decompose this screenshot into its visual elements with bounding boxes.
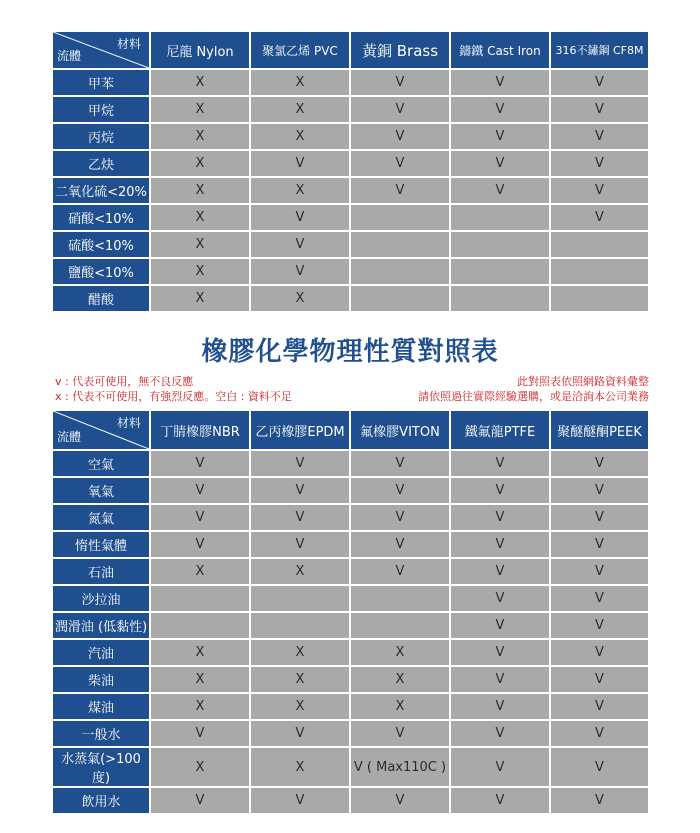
compatibility-cell: V [551, 694, 648, 719]
compatibility-cell: X [351, 640, 449, 665]
disclaimer-line: 請依照過往實際經驗選購，或是洽詢本公司業務 [418, 390, 649, 403]
table-body [53, 451, 648, 813]
compatibility-cell [551, 259, 648, 284]
compatibility-cell: X [251, 748, 349, 786]
compatibility-cell: X [151, 151, 249, 176]
compatibility-cell: V [451, 667, 549, 692]
table-row [53, 232, 648, 257]
compatibility-cell: V [551, 478, 648, 503]
compatibility-cell: X [151, 748, 249, 786]
table-row [53, 205, 648, 230]
compatibility-cell: V [351, 70, 449, 95]
compatibility-cell: V [551, 151, 648, 176]
compatibility-cell: V [551, 613, 648, 638]
compatibility-cell: V [251, 151, 349, 176]
compatibility-cell [151, 613, 249, 638]
corner-header [53, 411, 149, 449]
compatibility-cell [551, 232, 648, 257]
row-label: 硫酸<10% [53, 232, 149, 257]
row-label: 氮氣 [53, 505, 149, 530]
compatibility-cell: V [151, 478, 249, 503]
compatibility-cell: V [551, 451, 648, 476]
compatibility-cell: V [451, 721, 549, 746]
table-row [53, 748, 648, 786]
compatibility-cell: V [551, 640, 648, 665]
compatibility-cell: V [151, 451, 249, 476]
compatibility-cell: X [251, 97, 349, 122]
table-row [53, 559, 648, 584]
table-row [53, 178, 648, 203]
compatibility-cell [551, 286, 648, 311]
compatibility-cell: V [151, 721, 249, 746]
compatibility-cell: V [451, 505, 549, 530]
compatibility-cell [251, 586, 349, 611]
row-label: 惰性氣體 [53, 532, 149, 557]
table-header-row [53, 32, 648, 68]
compatibility-cell: V [351, 124, 449, 149]
table-row [53, 478, 648, 503]
compatibility-cell: V [551, 559, 648, 584]
compatibility-cell: X [151, 640, 249, 665]
compatibility-cell [351, 205, 449, 230]
compatibility-cell: X [151, 97, 249, 122]
row-label: 醋酸 [53, 286, 149, 311]
compatibility-cell: X [151, 70, 249, 95]
compatibility-cell: V [451, 613, 549, 638]
compatibility-cell: V [451, 694, 549, 719]
table-row [53, 532, 648, 557]
compatibility-cell: V [351, 478, 449, 503]
compatibility-cell: V [351, 451, 449, 476]
table-row [53, 721, 648, 746]
row-label: 氧氣 [53, 478, 149, 503]
compatibility-cell: X [151, 205, 249, 230]
row-label: 石油 [53, 559, 149, 584]
row-label: 柴油 [53, 667, 149, 692]
compatibility-cell: V [451, 70, 549, 95]
table-header-row [53, 411, 648, 449]
column-header: 聚氯乙烯 PVC [251, 32, 349, 68]
compatibility-cell: V [551, 532, 648, 557]
compatibility-cell: X [251, 640, 349, 665]
compatibility-cell: X [251, 694, 349, 719]
row-label: 沙拉油 [53, 586, 149, 611]
disclaimer-line: 此對照表依照網路資料彙整 [517, 375, 649, 388]
corner-material-label: 材料 [116, 37, 141, 51]
compatibility-cell: V [451, 788, 549, 813]
row-label: 甲烷 [53, 97, 149, 122]
corner-fluid-label: 流體 [57, 49, 82, 63]
compatibility-cell: V [551, 505, 648, 530]
compatibility-cell: X [151, 694, 249, 719]
table-row [53, 613, 648, 638]
compatibility-cell: X [351, 694, 449, 719]
compatibility-cell: V [451, 451, 549, 476]
row-label: 二氧化硫<20% [53, 178, 149, 203]
table-row [53, 586, 648, 611]
row-label: 甲苯 [53, 70, 149, 95]
metal-compatibility-table [51, 30, 650, 313]
table-row [53, 124, 648, 149]
compatibility-cell [351, 613, 449, 638]
compatibility-cell: V [551, 70, 648, 95]
compatibility-cell: V [151, 532, 249, 557]
table-row [53, 286, 648, 311]
column-header: 鑄鐵 Cast Iron [451, 32, 549, 68]
compatibility-cell: V [451, 151, 549, 176]
table-row [53, 667, 648, 692]
compatibility-cell: V [551, 178, 648, 203]
compatibility-cell: V [551, 124, 648, 149]
row-label: 煤油 [53, 694, 149, 719]
compatibility-cell: V [551, 667, 648, 692]
compatibility-cell: V [351, 97, 449, 122]
corner-fluid-label: 流體 [57, 430, 82, 444]
table-row [53, 640, 648, 665]
compatibility-cell: X [251, 70, 349, 95]
compatibility-cell [351, 232, 449, 257]
compatibility-cell [451, 286, 549, 311]
column-header: 尼龍 Nylon [151, 32, 249, 68]
compatibility-cell: V [251, 259, 349, 284]
compatibility-cell [451, 259, 549, 284]
compatibility-cell: V [451, 178, 549, 203]
table-row [53, 259, 648, 284]
row-label: 潤滑油 (低黏性) [53, 613, 149, 638]
corner-header [53, 32, 149, 68]
compatibility-cell: V [451, 124, 549, 149]
compatibility-cell: X [151, 178, 249, 203]
compatibility-cell: V [351, 505, 449, 530]
compatibility-cell [451, 205, 549, 230]
table-row [53, 70, 648, 95]
compatibility-cell: V [251, 721, 349, 746]
compatibility-cell: V [551, 721, 648, 746]
column-header: 乙丙橡膠EPDM [251, 411, 349, 449]
compatibility-cell: X [151, 124, 249, 149]
table-row [53, 97, 648, 122]
compatibility-cell: V [451, 532, 549, 557]
compatibility-cell: X [151, 259, 249, 284]
compatibility-cell: V ( Max110C ) [351, 748, 449, 786]
table-row [53, 451, 648, 476]
compatibility-cell: V [251, 532, 349, 557]
row-label: 一般水 [53, 721, 149, 746]
compatibility-cell: V [251, 232, 349, 257]
column-header: 316不鏽鋼 CF8M [551, 32, 648, 68]
table-row [53, 151, 648, 176]
compatibility-cell: V [351, 151, 449, 176]
compatibility-cell: V [251, 505, 349, 530]
compatibility-cell: V [351, 788, 449, 813]
compatibility-cell: X [251, 178, 349, 203]
column-header: 聚醚醚酮PEEK [551, 411, 648, 449]
compatibility-cell: V [551, 586, 648, 611]
compatibility-cell: X [251, 667, 349, 692]
row-label: 飲用水 [53, 788, 149, 813]
compatibility-cell: X [151, 232, 249, 257]
compatibility-cell: V [151, 788, 249, 813]
compatibility-cell: V [251, 451, 349, 476]
compatibility-cell: V [551, 748, 648, 786]
legend-x: x : 代表不可使用，有強烈反應。空白 : 資料不足 [55, 390, 292, 403]
row-label: 水蒸氣(>100度) [53, 748, 149, 786]
compatibility-cell [151, 586, 249, 611]
row-label: 汽油 [53, 640, 149, 665]
column-header: 鐵氟龍PTFE [451, 411, 549, 449]
compatibility-cell [251, 613, 349, 638]
compatibility-cell: V [451, 586, 549, 611]
compatibility-cell: V [351, 559, 449, 584]
rubber-compatibility-table [51, 409, 650, 815]
row-label: 鹽酸<10% [53, 259, 149, 284]
page-title: 橡膠化學物理性質對照表 [201, 337, 499, 367]
column-header: 氟橡膠VITON [351, 411, 449, 449]
compatibility-cell: V [451, 559, 549, 584]
disclaimer [418, 374, 649, 404]
column-header: 黃銅 Brass [351, 32, 449, 68]
compatibility-cell: V [351, 532, 449, 557]
corner-material-label: 材料 [116, 416, 141, 430]
column-header: 丁腈橡膠NBR [151, 411, 249, 449]
compatibility-cell: X [351, 667, 449, 692]
legend-v: v : 代表可使用，無不良反應 [55, 375, 194, 388]
compatibility-cell: V [151, 505, 249, 530]
compatibility-cell: V [551, 97, 648, 122]
compatibility-cell: X [251, 124, 349, 149]
compatibility-cell: V [251, 205, 349, 230]
compatibility-cell: V [251, 788, 349, 813]
compatibility-cell [351, 286, 449, 311]
compatibility-cell: V [451, 97, 549, 122]
compatibility-cell: X [251, 559, 349, 584]
compatibility-cell: V [251, 478, 349, 503]
table-row [53, 788, 648, 813]
compatibility-cell: V [551, 788, 648, 813]
table-body [53, 70, 648, 311]
compatibility-cell: X [151, 286, 249, 311]
compatibility-cell: X [251, 286, 349, 311]
compatibility-cell: V [451, 748, 549, 786]
compatibility-cell: V [551, 205, 648, 230]
row-label: 乙炔 [53, 151, 149, 176]
legend [55, 374, 292, 404]
compatibility-cell [451, 232, 549, 257]
compatibility-cell: X [151, 667, 249, 692]
compatibility-cell: V [351, 721, 449, 746]
row-label: 硝酸<10% [53, 205, 149, 230]
row-label: 空氣 [53, 451, 149, 476]
compatibility-cell: V [451, 640, 549, 665]
table-row [53, 694, 648, 719]
compatibility-cell [351, 259, 449, 284]
row-label: 丙烷 [53, 124, 149, 149]
compatibility-cell: V [451, 478, 549, 503]
compatibility-cell: X [151, 559, 249, 584]
table-row [53, 505, 648, 530]
compatibility-cell: V [351, 178, 449, 203]
compatibility-cell [351, 586, 449, 611]
